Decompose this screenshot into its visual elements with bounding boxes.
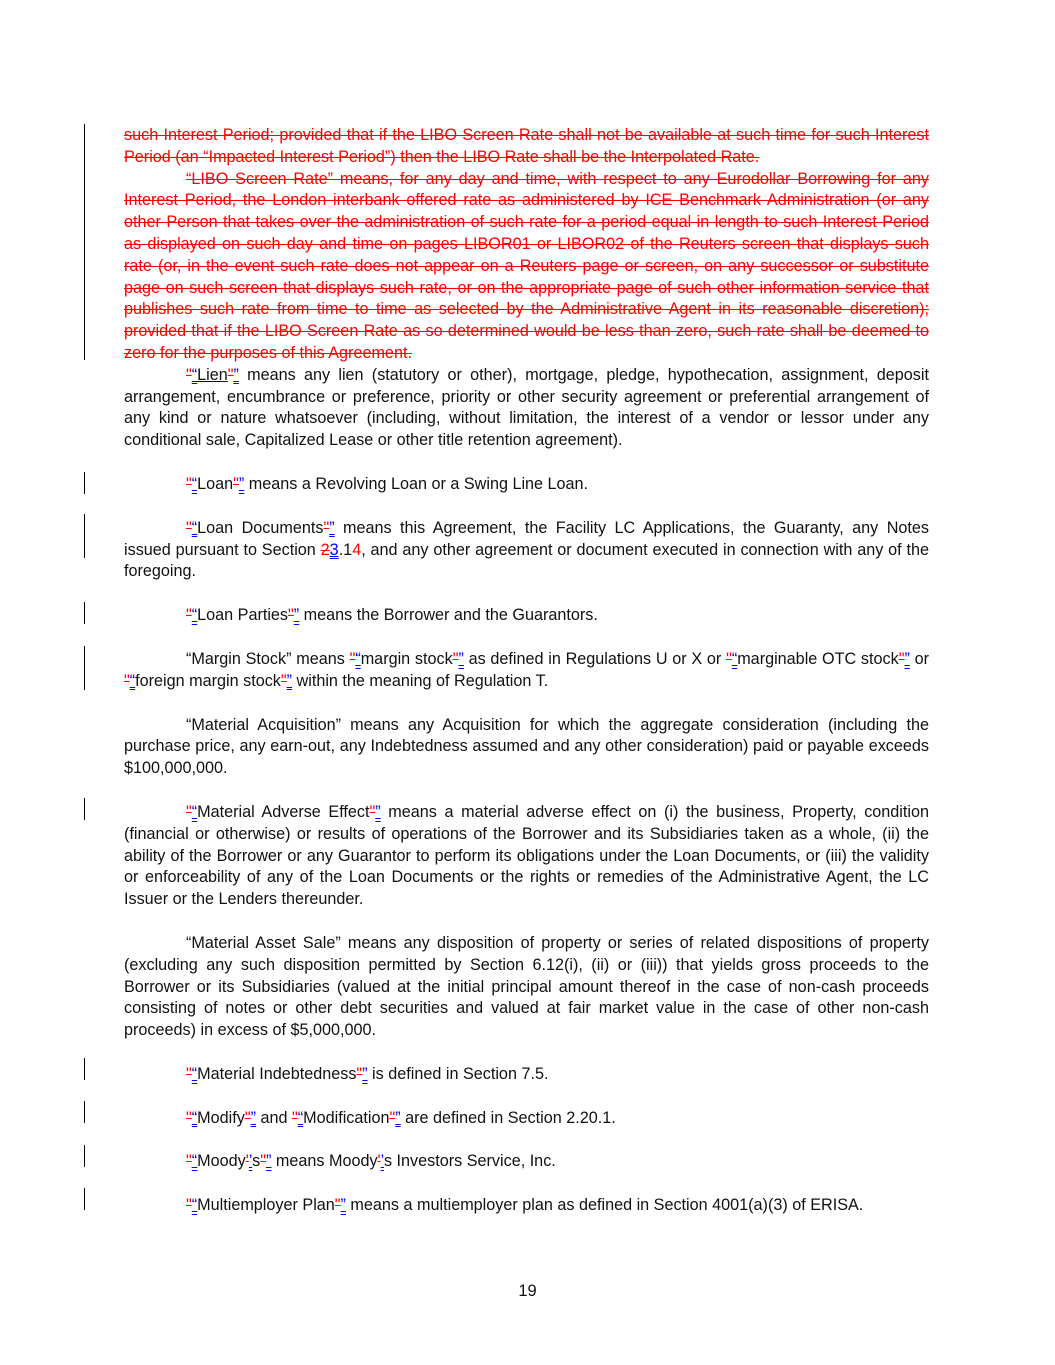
definition-material-asset-sale: “Material Asset Sale” means any disposition of property or series of related dispositions of property (excluding any such disposition permitted by Section 6.12(i), (ii) or (iii)) that yields gross proceeds to the Borrower or its Subsidiaries (valued at the initial principal amount thereof in the case of non-cash proceeds consisting of notes or other debt securities and valued at fair market value in the case of other non-cash proceeds) in excess of $5,000,000.	[124, 933, 929, 1040]
document-body	[124, 125, 929, 1217]
deleted-definition-libo-screen-rate	[124, 169, 929, 365]
revision-bar	[84, 472, 85, 494]
revision-bar	[84, 646, 85, 690]
page-number: 19	[518, 1282, 537, 1300]
definition-modify: "“Modify"” and "“Modification"” are defined in Section 2.20.1.	[186, 1108, 616, 1127]
revision-bar	[84, 514, 85, 558]
revision-bar	[84, 1058, 85, 1080]
defined-term: Loan Parties	[197, 606, 289, 625]
definition-loan: "“Loan"” means a Revolving Loan or a Swing Line Loan.	[186, 474, 589, 493]
defined-term: Multiemployer Plan	[197, 1196, 335, 1215]
definition-text: means a Revolving Loan or a Swing Line Loan.	[244, 474, 589, 493]
definition-text: is defined in Section 7.5.	[367, 1064, 549, 1083]
deleted-text: such Interest Period; provided that if the LIBO Screen Rate shall not be available at such time for such Interest Period (an “Impacted Interest Period”) then the LIBO Rate shall be the Interpolated Rate.	[124, 126, 929, 166]
changed-text: 4	[352, 540, 362, 559]
deleted-paragraph-libo-rate	[124, 125, 929, 169]
deleted-text: 2	[320, 540, 330, 559]
definition-text: means a multiemployer plan as defined in Section 4001(a)(3) of ERISA.	[345, 1196, 864, 1215]
definition-loan-parties: "“Loan Parties"” means the Borrower and the Guarantors.	[186, 606, 598, 625]
revision-bar	[84, 1101, 85, 1123]
definition-multiemployer-plan: "“Multiemployer Plan"” means a multiemployer plan as defined in Section 4001(a)(3) of ERISA.	[186, 1196, 864, 1215]
definition-text: means this Agreement, the Facility LC Applications, the Guaranty, any Notes issued pursuant to Section	[124, 518, 929, 559]
defined-term: Material Adverse Effect	[197, 802, 370, 821]
definition-loan-documents: "“Loan Documents"” means this Agreement, the Facility LC Applications, the Guaranty, any Notes issued pursuant to Section 23.14, and any other agreement or document executed in connection with any of the foregoing.	[124, 518, 929, 581]
revision-bar	[84, 1188, 85, 1210]
revision-bar	[84, 1145, 85, 1167]
revision-bar	[84, 798, 85, 820]
definition-material-adverse-effect: "“Material Adverse Effect"” means a material adverse effect on (i) the business, Property, condition (financial or otherwise) or results of operations of the Borrower and its Subsidiaries taken as a whole, (ii) the ability of the Borrower or any Guarantor to perform its obligations under the Loan Documents, or (iii) the validity or enforceability of any of the Loan Documents or the rights or remedies of the Administrative Agent, the LC Issuer or the Lenders thereunder.	[124, 802, 929, 909]
revision-bar	[84, 602, 85, 624]
revision-bar	[84, 124, 85, 360]
definition-lien: "“Lien"” means any lien (statutory or other), mortgage, pledge, hypothecation, assignment, deposit arrangement, encumbrance or preference, priority or other security agreement or preferential arrangement of any kind or nature whatsoever (including, without limitation, the interest of a vendor or lessor under any conditional sale, Capitalized Lease or other title retention agreement).	[124, 365, 929, 450]
defined-term: Loan	[197, 474, 234, 493]
definition-material-acquisition: “Material Acquisition” means any Acquisition for which the aggregate consideration (including the purchase price, any earn-out, any Indebtedness assumed and any other consideration) paid or payable exceeds $100,000,000.	[124, 715, 929, 778]
definition-margin-stock: “Margin Stock” means "“margin stock"” as defined in Regulations U or X or "“marginable OTC stock"” or "“foreign margin stock"” within the meaning of Regulation T.	[124, 649, 929, 690]
inserted-text: 3	[329, 540, 339, 559]
deleted-text: “LIBO Screen Rate” means, for any day and time, with respect to any Eurodollar Borrowing for any Interest Period, the London interbank offered rate as administered by ICE Benchmark Administration (or any other Person that takes over the administration of such rate for a period equal in length to such Interest Period as displayed on such day and time on pages LIBOR01 or LIBOR02 of the Reuters screen that displays such rate (or, in the event such rate does not appear on a Reuters page or screen, on any successor or substitute page on such screen that displays such rate, or on the appropriate page of such other information service that publishes such rate from time to time as selected by the Administrative Agent in its reasonable discretion); provided that if the LIBO Screen Rate as so determined would be less than zero, such rate shall be deemed to zero for the purposes of this Agreement.	[124, 169, 929, 362]
definition-text: means the Borrower and the Guarantors.	[299, 606, 598, 625]
defined-term: Lien	[197, 365, 228, 384]
definition-text: means any lien (statutory or other), mortgage, pledge, hypothecation, assignment, deposit arrangement, encumbrance or preference, priority or other security agreement or preferential arrangement of any kind or nature whatsoever (including, without limitation, the interest of a vendor or lessor under any conditional sale, Capitalized Lease or other title retention agreement).	[124, 365, 929, 450]
defined-term: Loan Documents	[197, 518, 324, 537]
definition-text: means a material adverse effect on (i) the business, Property, condition (financial or otherwise) or results of operations of the Borrower and its Subsidiaries taken as a whole, (ii) the ability of the Borrower or any Guarantor to perform its obligations under the Loan Documents, or (iii) the validity or enforceability of any of the Loan Documents or the rights or remedies of the Administrative Agent, the LC Issuer or the Lenders thereunder.	[124, 802, 929, 909]
definition-moodys: "“Moody'’s"” means Moody'’s Investors Service, Inc.	[186, 1152, 556, 1171]
defined-term: Material Indebtedness	[197, 1064, 357, 1083]
definition-material-indebtedness: "“Material Indebtedness"” is defined in Section 7.5.	[186, 1064, 549, 1083]
